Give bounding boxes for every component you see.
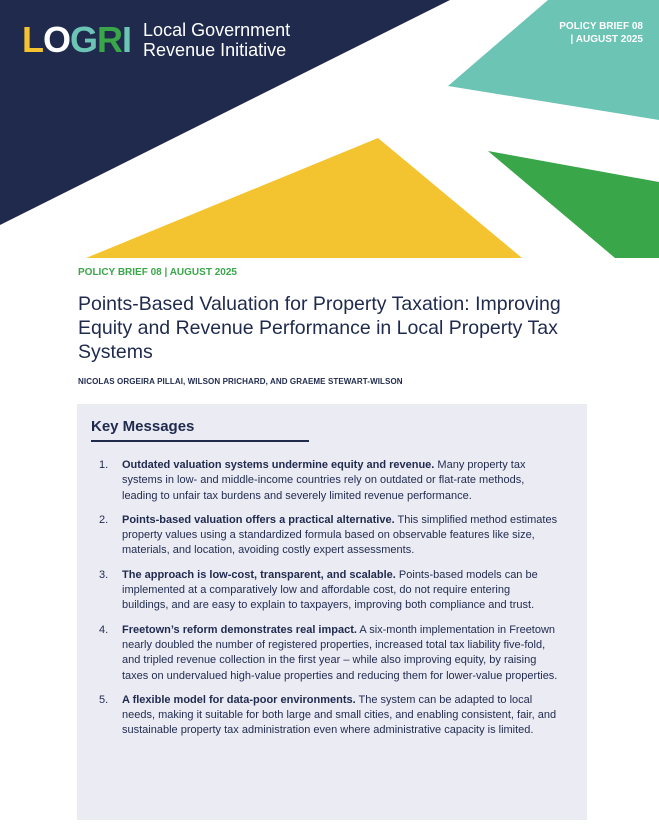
list-item (99, 623, 559, 684)
corner-label-line-2: | AUGUST 2025 (570, 34, 643, 45)
item-body: Points-based models can be implemented at a comparatively low and affordable cost, do not require entering buildings, and are easy to explain to taxpayers, improving both compliance and trust. (122, 568, 538, 612)
brief-label: POLICY BRIEF 08 | AUGUST 2025 (78, 267, 237, 278)
green-shape (488, 151, 659, 258)
logo-wordmark (143, 20, 290, 60)
authors: NICOLAS ORGEIRA PILLAI, WILSON PRICHARD, AND GRAEME STEWART-WILSON (78, 377, 403, 386)
item-number: 2. (99, 513, 109, 526)
key-messages-list (99, 458, 559, 748)
item-number: 3. (99, 568, 109, 581)
list-item (99, 568, 559, 614)
corner-label-line-1: POLICY BRIEF 08 (559, 21, 643, 32)
key-messages-box (77, 404, 587, 820)
corner-brief-label (523, 20, 643, 46)
logo-line-1: Local Government (143, 20, 291, 40)
item-lead: The approach is low-cost, transparent, and scalable. (122, 568, 396, 581)
page-title: Points-Based Valuation for Property Taxation: Improving Equity and Revenue Performance in Local Property Tax Systems (78, 293, 561, 363)
logri-logo (22, 20, 290, 60)
item-lead: Outdated valuation systems undermine equity and revenue. (122, 459, 435, 471)
item-body: This simplified method estimates property values using a standardized formula based on observable features like size, materials, and location, avoiding costly expert assessments. (122, 513, 558, 557)
item-number: 1. (99, 459, 109, 471)
key-messages-heading: Key Messages (91, 418, 195, 435)
item-body: The system can be adapted to local needs, making it suitable for both large and small cities, and enabling consistent, fair, and sustainable property tax administration even where administrative capacity is limited. (122, 693, 557, 737)
heading-underline (91, 440, 309, 442)
item-number: 5. (99, 693, 109, 706)
list-item (99, 693, 559, 739)
logo-line-2: Revenue Initiative (143, 40, 287, 60)
item-body: A six-month implementation in Freetown nearly doubled the number of registered properties, increased total tax liability five-fold, and tripled revenue collection in the first year – while also improving equity, by raising taxes on undervalued high-value properties and reducing them for lower-value properties. (122, 623, 558, 682)
yellow-shape (86, 138, 522, 258)
teal-shape (448, 0, 659, 120)
logo-mark: LOGRI (22, 19, 132, 60)
item-body: Many property tax systems in low- and middle-income countries rely on outdated or flat-rate methods, leading to unfair tax burdens and severely limited revenue performance. (122, 459, 526, 502)
list-item (99, 513, 559, 559)
item-lead: Freetown’s reform demonstrates real impact. (122, 623, 357, 636)
list-item (99, 458, 559, 504)
item-number: 4. (99, 623, 109, 636)
item-lead: A flexible model for data-poor environments. (122, 693, 356, 706)
item-lead: Points-based valuation offers a practical alternative. (122, 513, 395, 526)
